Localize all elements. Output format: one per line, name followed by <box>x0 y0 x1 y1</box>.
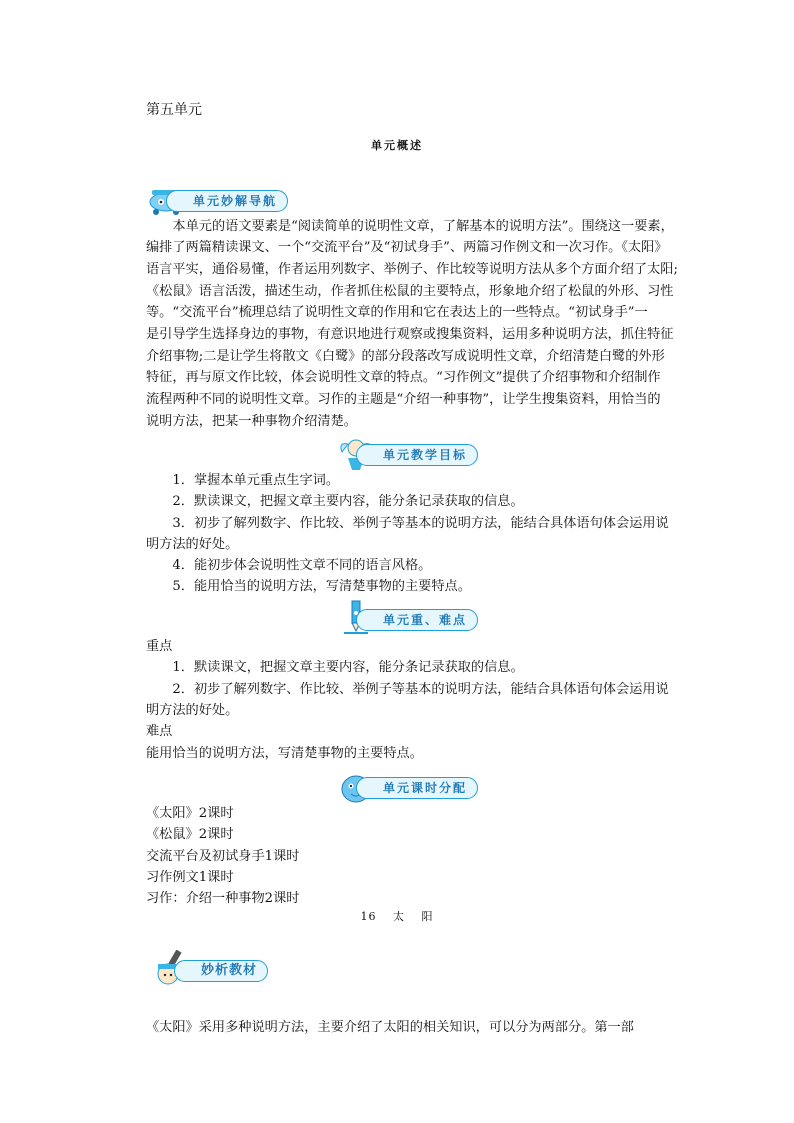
schedule-item: 习作例文1课时 <box>146 870 234 885</box>
lesson-title-char: 太 <box>393 910 405 923</box>
guide-line: 编排了两篇精读课文、一个“交流平台”及“初试身手”、两篇习作例文和一次习作。《太阳》 <box>146 240 668 255</box>
goal-item: 5．能用恰当的说明方法，写清楚事物的主要特点。 <box>172 579 471 594</box>
key-point: 2．初步了解列数字、作比较、举例子等基本的说明方法，能结合具体语句体会运用说 <box>172 682 669 697</box>
lesson-title <box>0 908 794 924</box>
section-label-schedule: 单元课时分配 <box>356 777 478 799</box>
schedule-item: 习作：介绍一种事物2课时 <box>146 891 300 906</box>
key-point: 明方法的好处。 <box>146 703 239 718</box>
section-label-goals: 单元教学目标 <box>356 444 478 466</box>
schedule-item: 《松鼠》2课时 <box>146 827 234 842</box>
key-label: 重点 <box>146 639 173 654</box>
guide-line: 语言平实，通俗易懂，作者运用列数字、举例子、作比较等说明方法从多个方面介绍了太阳; <box>146 262 678 277</box>
guide-line: 流程两种不同的说明性文章。习作的主题是“介绍一种事物”，让学生搜集资料，用恰当的 <box>146 392 661 407</box>
lesson-number: 16 <box>360 910 377 923</box>
goal-item: 1．掌握本单元重点生字词。 <box>172 473 340 488</box>
guide-line: 介绍事物;二是让学生将散文《白鹭》的部分段落改写成说明性文章，介绍清楚白鹭的外形 <box>146 349 665 364</box>
section-label-analysis: 妙析教材 <box>174 960 268 982</box>
schedule-item: 《太阳》2课时 <box>146 806 234 821</box>
goal-item: 4．能初步体会说明性文章不同的语言风格。 <box>172 558 432 573</box>
schedule-item: 交流平台及初试身手1课时 <box>146 849 300 864</box>
guide-line: 说明方法，把某一种事物介绍清楚。 <box>146 414 357 429</box>
guide-line: 特征，再与原文作比较，体会说明性文章的特点。“习作例文”提供了介绍事物和介绍制作 <box>146 370 661 385</box>
guide-line: 等。“交流平台”梳理总结了说明性文章的作用和它在表达上的一些特点。“初试身手”一 <box>146 305 648 320</box>
goal-item: 明方法的好处。 <box>146 537 239 552</box>
guide-line: 是引导学生选择身边的事物，有意识地进行观察或搜集资料，运用多种说明方法，抓住特征 <box>146 327 674 342</box>
goal-item: 2．默读课文，把握文章主要内容，能分条记录获取的信息。 <box>172 494 524 509</box>
analysis-text: 《太阳》采用多种说明方法，主要介绍了太阳的相关知识，可以分为两部分。第一部 <box>146 1020 634 1035</box>
goal-item: 3．初步了解列数字、作比较、举例子等基本的说明方法，能结合具体语句体会运用说 <box>172 516 669 531</box>
overview-title: 单元概述 <box>371 139 423 152</box>
difficulty-label: 难点 <box>146 724 173 739</box>
section-label-guide: 单元妙解导航 <box>166 190 288 212</box>
guide-line: 《松鼠》语言活泼，描述生动，作者抓住松鼠的主要特点，形象地介绍了松鼠的外形、习性 <box>146 284 674 299</box>
lesson-title-char: 阳 <box>421 910 434 923</box>
unit-title: 第五单元 <box>146 102 202 118</box>
key-point: 1．默读课文，把握文章主要内容，能分条记录获取的信息。 <box>172 660 524 675</box>
section-label-key: 单元重、难点 <box>356 609 478 631</box>
difficulty-text: 能用恰当的说明方法，写清楚事物的主要特点。 <box>146 746 423 761</box>
guide-line: 本单元的语文要素是“阅读简单的说明性文章，了解基本的说明方法”。围绕这一要素， <box>172 219 674 234</box>
